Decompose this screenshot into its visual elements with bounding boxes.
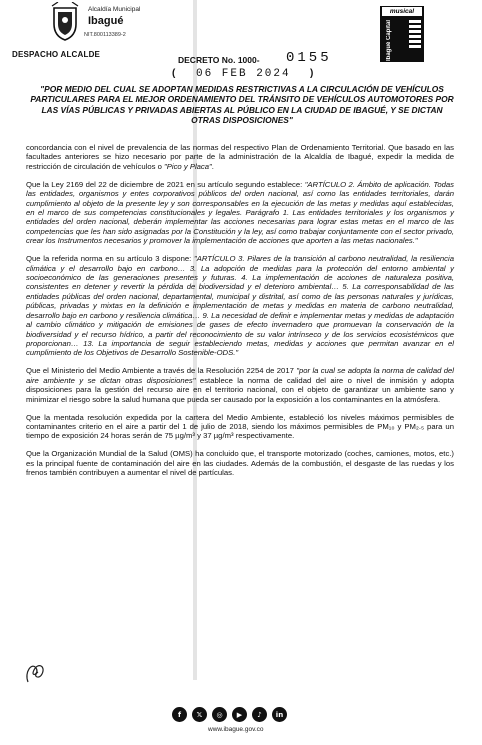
tiktok-icon[interactable]: ♪ bbox=[252, 707, 267, 722]
date-close-paren: ) bbox=[310, 68, 314, 79]
signature-mark bbox=[22, 658, 50, 684]
paragraph-2: Que la Ley 2169 del 22 de diciembre de 2021 en su artículo segundo establece: "ARTÍCULO 2. Ámbito de aplicación. Todas las entidades, organismos y entes corporativos públicos del orden nacional, así como las entidades territoriales, darán cumplimiento al objeto de la presente ley y son corresponsables en la ejecución de las metas y medidas aquí establecidas, en el marco de sus competencias constitucionales y legales. Parágrafo 1. Las entidades territoriales y los organismos y entidades del orden nacional, deberán implementar las acciones necesarias para lograr estas metas en el marco de las competencias que les han sido asignadas por la Constitución y la ley, así como trabajar conjuntamente con el sector privado, crear los Instrumentos necesarios y promover la implementación de acciones que aporten a las metas nacionales." bbox=[26, 179, 454, 246]
paragraph-5: Que la mentada resolución expedida por la cartera del Medio Ambiente, estableció los niveles máximos permisibles de contaminantes criterio en el aire a partir del 1 de julio de 2018, siendo los máximos permisibles de PM₁₀ y PM₂.₅ para un tiempo de exposición 24 horas serán de 75 µg/m³ y 37 µg/m³ respectivamente. bbox=[26, 412, 454, 441]
linkedin-icon[interactable]: in bbox=[272, 707, 287, 722]
paragraph-4: Que el Ministerio del Medio Ambiente a través de la Resolución 2254 de 2017 "por la cual se adopta la norma de calidad del aire ambiente y se dictan otras disposiciones" establece la norma de calidad del aire o nivel de inmisión y adopta disposiciones para la gestión del recurso aire en el territorio nacional, con el objeto de garantizar un ambiente sano y minimizar el riesgo sobre la salud humana que pueda ser causado por la exposición a los contaminantes en la atmósfera. bbox=[26, 366, 454, 404]
brand-top-label: musical bbox=[382, 7, 422, 16]
brand-side-label: Ibagué Capital bbox=[386, 20, 392, 62]
paragraph-6: Que la Organización Mundial de la Salud (OMS) ha concluido que, el transporte motorizado (coches, camiones, motos, etc.) es la principal fuente de contaminación del aire en las ciudades. Además de la combustión, el desgaste de las ruedas y los frenos también contribuyen a aumentar el nivel de partículas. bbox=[26, 449, 454, 478]
instagram-icon[interactable]: ◎ bbox=[212, 707, 227, 722]
alcaldia-label: Alcaldía Municipal bbox=[88, 6, 141, 13]
social-icons bbox=[172, 707, 287, 722]
coat-of-arms-icon bbox=[50, 2, 80, 42]
website-link[interactable]: www.ibague.gov.co bbox=[208, 726, 264, 733]
paragraph-1: concordancia con el nivel de prevalencia de las normas del respectivo Plan de Ordenamiento Territorial. Que basado en las facultades anteriores se hizo necesario por parte de la administración de la Alcaldía de Ibagué, expedir la medida de restricción de circulación de vehículos o "Pico y Placa". bbox=[26, 143, 454, 171]
x-icon[interactable]: 𝕏 bbox=[192, 707, 207, 722]
nit-label: NIT.800113389-2 bbox=[84, 32, 126, 38]
youtube-icon[interactable]: ▶ bbox=[232, 707, 247, 722]
document-body bbox=[26, 143, 454, 486]
facebook-icon[interactable]: f bbox=[172, 707, 187, 722]
paragraph-3: Que la referida norma en su artículo 3 dispone: "ARTÍCULO 3. Pilares de la transición al carbono neutralidad, la resiliencia climática y el desarrollo bajo en carbono… 3. La adopción de medidas para la protección del entorno ambiental y socioeconómico de las generaciones presentes y futuras. 4. La implementación de acciones de naturaleza positiva, consistentes en detener y revertir la pérdida de biodiversidad y el deterioro ambiental… 5. La corresponsabilidad de las entidades públicas del orden nacional, departamental, municipal y distrital, así como de las personas naturales y jurídicas, públicas, privadas y mixtas en la definición e implementación de metas y medidas en materia de carbono neutralidad, desarrollo bajo en carbono y resiliencia climática… 9. La necesidad de definir e implementar metas y medidas de adaptación al cambio climático y mitigación de emisiones de gases de efecto invernadero que promuevan la conservación de la biodiversidad y el recurso hídrico, a partir del reconocimiento de su valor intrínseco y de los servicios ecosistémicos que proporcionan… 13. La importancia de seguir estableciendo metas, medidas y acciones que permitan avanzar en el cumplimiento de los Objetivos de Desarrollo Sostenible-ODS." bbox=[26, 254, 455, 358]
decree-number: 0155 bbox=[286, 50, 332, 66]
date-open-paren: ( bbox=[172, 68, 176, 79]
decree-title: "POR MEDIO DEL CUAL SE ADOPTAN MEDIDAS RESTRICTIVAS A LA CIRCULACIÓN DE VEHÍCULOS PARTICULARES PARA EL MEJOR ORDENAMIENTO DEL TRÁNSITO DE VEHÍCULOS AUTOMOTORES POR LAS VÍAS PÚBLICAS Y PRIVADAS ABIERTAS AL PÚBLICO EN LA CIUDAD DE IBAGUÉ, Y SE DICTAN OTRAS DISPOSICIONES" bbox=[30, 84, 454, 126]
decree-date: 06 FEB 2024 bbox=[196, 68, 291, 80]
city-name: Ibagué bbox=[88, 15, 124, 27]
brand-logo bbox=[380, 6, 424, 62]
decree-label: DECRETO No. 1000- bbox=[178, 55, 260, 65]
brand-stripes bbox=[409, 20, 421, 56]
office-title: DESPACHO ALCALDE bbox=[12, 50, 101, 59]
